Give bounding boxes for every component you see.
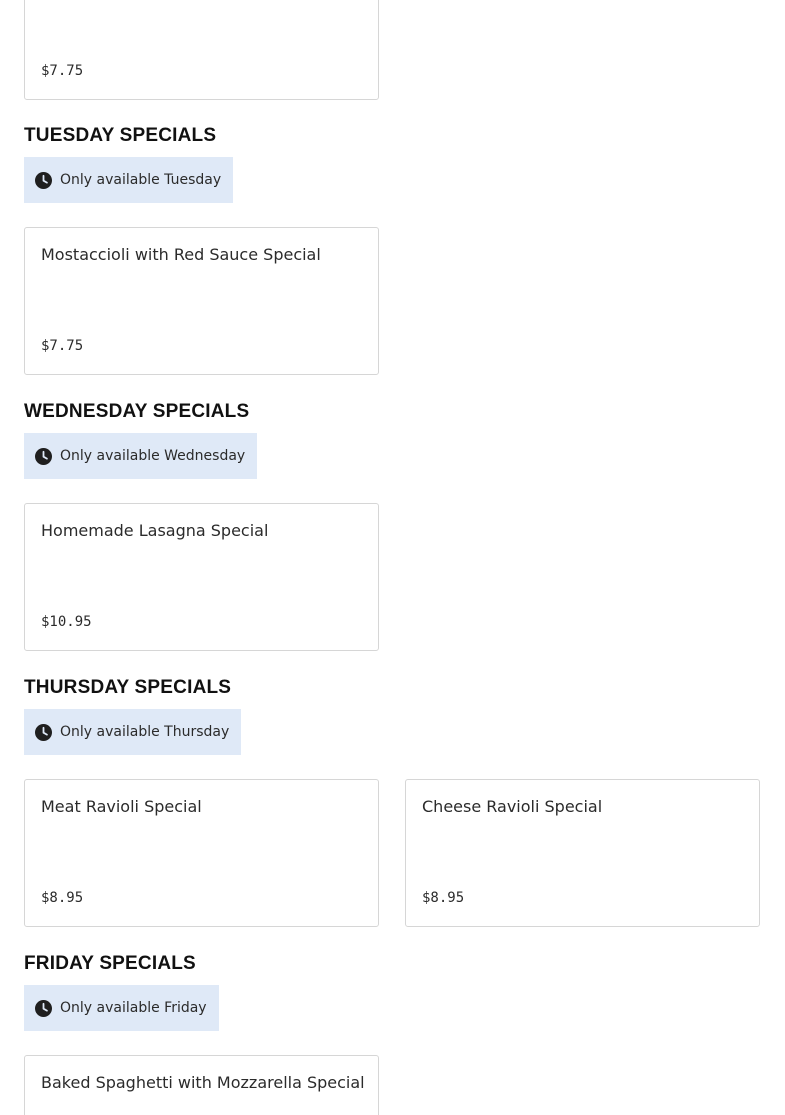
menu-item-card[interactable] (24, 227, 379, 375)
menu-item-card[interactable] (24, 0, 379, 100)
section-title-tuesday: TUESDAY SPECIALS (24, 125, 217, 146)
menu-item-card[interactable] (24, 779, 379, 927)
clock-icon (35, 448, 52, 465)
item-price: $10.95 (41, 614, 92, 630)
item-price: $8.95 (422, 890, 465, 906)
availability-text: Only available Thursday (60, 724, 230, 740)
item-name: Cheese Ravioli Special (422, 797, 603, 816)
menu-item-card[interactable] (405, 779, 760, 927)
item-price: $7.75 (41, 338, 84, 354)
clock-icon (35, 724, 52, 741)
clock-icon (35, 172, 52, 189)
availability-badge-wednesday (24, 433, 257, 479)
item-price: $7.75 (41, 63, 84, 79)
item-name: Mostaccioli with Red Sauce Special (41, 245, 321, 264)
availability-text: Only available Wednesday (60, 448, 246, 464)
menu-item-card[interactable] (24, 1055, 379, 1115)
item-name: Meat Ravioli Special (41, 797, 202, 816)
availability-text: Only available Tuesday (60, 172, 222, 188)
item-price: $8.95 (41, 890, 84, 906)
availability-badge-tuesday (24, 157, 233, 203)
availability-badge-friday (24, 985, 219, 1031)
section-title-friday: FRIDAY SPECIALS (24, 953, 196, 974)
availability-text: Only available Friday (60, 1000, 207, 1016)
item-name: Homemade Lasagna Special (41, 521, 269, 540)
availability-badge-thursday (24, 709, 241, 755)
clock-icon (35, 1000, 52, 1017)
menu-item-card[interactable] (24, 503, 379, 651)
section-title-thursday: THURSDAY SPECIALS (24, 677, 232, 698)
item-name: Baked Spaghetti with Mozzarella Special (41, 1073, 365, 1092)
section-title-wednesday: WEDNESDAY SPECIALS (24, 401, 250, 422)
